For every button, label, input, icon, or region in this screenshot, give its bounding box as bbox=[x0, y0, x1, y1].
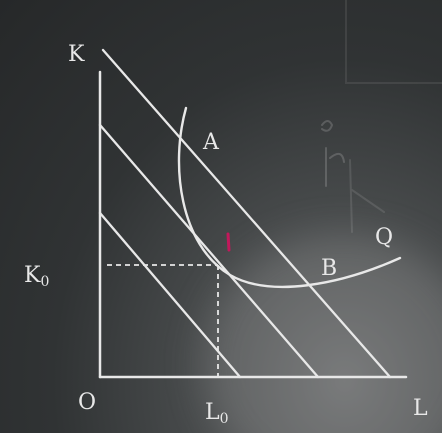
l0-label-main: L bbox=[205, 400, 220, 425]
origin-label: O bbox=[78, 390, 97, 415]
isocost-line-high bbox=[103, 50, 390, 377]
faint-chalk-line bbox=[350, 160, 384, 232]
equilibrium-marker bbox=[228, 234, 229, 250]
k-axis-label: K bbox=[68, 42, 85, 67]
isoquant-q-label: Q bbox=[375, 225, 394, 250]
faint-chalk-mark bbox=[322, 121, 344, 186]
l-axis-label: L bbox=[413, 396, 428, 421]
k0-label-sub: 0 bbox=[40, 274, 50, 290]
l0-label-sub: 0 bbox=[219, 411, 229, 427]
point-a-label: A bbox=[203, 130, 219, 155]
point-b-label: B bbox=[321, 256, 338, 281]
l0-label bbox=[205, 400, 229, 427]
k0-label bbox=[24, 263, 50, 290]
isocost-line-low bbox=[100, 213, 240, 377]
k0-label-main: K bbox=[24, 263, 41, 288]
